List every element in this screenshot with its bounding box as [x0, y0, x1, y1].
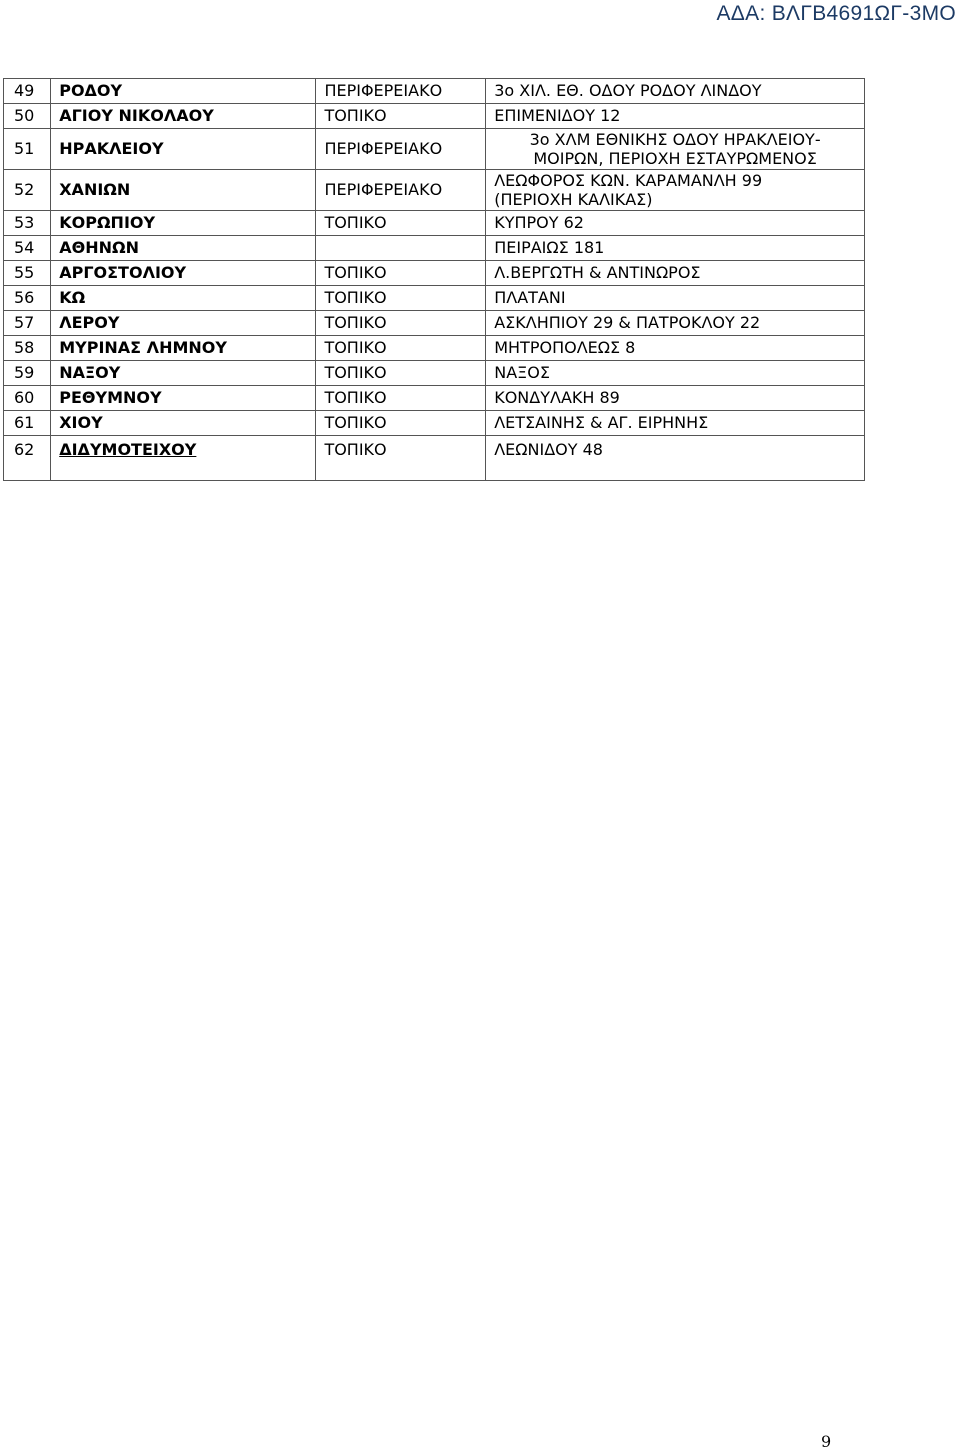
page-number: 9: [821, 1432, 832, 1451]
office-type: ΤΟΠΙΚΟ: [316, 411, 486, 436]
table-row: [4, 261, 865, 286]
office-address: ΝΑΞΟΣ: [486, 361, 865, 386]
table-row: [4, 170, 865, 211]
row-number: 62: [4, 436, 51, 481]
row-number: 59: [4, 361, 51, 386]
table-row: [4, 129, 865, 170]
office-name: ΧΙΟΥ: [51, 411, 316, 436]
office-address: ΚΟΝΔΥΛΑΚΗ 89: [486, 386, 865, 411]
offices-table: [3, 78, 865, 481]
office-address: ΠΛΑΤΑΝΙ: [486, 286, 865, 311]
table-row: [4, 411, 865, 436]
office-name: ΧΑΝΙΩΝ: [51, 170, 316, 211]
office-name: ΡΕΘΥΜΝΟΥ: [51, 386, 316, 411]
office-type: ΠΕΡΙΦΕΡΕΙΑΚΟ: [316, 170, 486, 211]
row-number: 52: [4, 170, 51, 211]
table-row: [4, 79, 865, 104]
address-line: ΛΕΩΦΟΡΟΣ ΚΩΝ. ΚΑΡΑΜΑΝΛΗ 99: [494, 171, 763, 190]
row-number: 60: [4, 386, 51, 411]
row-number: 58: [4, 336, 51, 361]
office-type: ΠΕΡΙΦΕΡΕΙΑΚΟ: [316, 79, 486, 104]
office-address: Λ.ΒΕΡΓΩΤΗ & ΑΝΤΙΝΩΡΟΣ: [486, 261, 865, 286]
office-address: ΕΠΙΜΕΝΙΔΟΥ 12: [486, 104, 865, 129]
office-address: ΚΥΠΡΟΥ 62: [486, 211, 865, 236]
row-number: 51: [4, 129, 51, 170]
row-number: 57: [4, 311, 51, 336]
table-row: [4, 361, 865, 386]
row-number: 53: [4, 211, 51, 236]
office-address: ΛΕΤΣΑΙΝΗΣ & ΑΓ. ΕΙΡΗΝΗΣ: [486, 411, 865, 436]
office-name: ΝΑΞΟΥ: [51, 361, 316, 386]
address-line: (ΠΕΡΙΟΧΗ ΚΑΛΙΚΑΣ): [494, 190, 653, 209]
row-number: 56: [4, 286, 51, 311]
office-type: ΠΕΡΙΦΕΡΕΙΑΚΟ: [316, 129, 486, 170]
table-row: [4, 286, 865, 311]
office-name: ΡΟΔΟΥ: [51, 79, 316, 104]
office-name: ΚΟΡΩΠΙΟΥ: [51, 211, 316, 236]
office-type: ΤΟΠΙΚΟ: [316, 104, 486, 129]
office-name: ΛΕΡΟΥ: [51, 311, 316, 336]
office-type: ΤΟΠΙΚΟ: [316, 386, 486, 411]
office-address: 3ο ΧΙΛ. ΕΘ. ΟΔΟΥ ΡΟΔΟΥ ΛΙΝΔΟΥ: [486, 79, 865, 104]
row-number: 61: [4, 411, 51, 436]
office-type: ΤΟΠΙΚΟ: [316, 211, 486, 236]
office-type: ΤΟΠΙΚΟ: [316, 336, 486, 361]
office-type: ΤΟΠΙΚΟ: [316, 361, 486, 386]
office-type: [316, 236, 486, 261]
office-address: ΛΕΩΝΙΔΟΥ 48: [486, 436, 865, 481]
row-number: 54: [4, 236, 51, 261]
table-row: [4, 336, 865, 361]
ada-code: ΑΔΑ: ΒΛΓΒ4691ΩΓ-3ΜΟ: [716, 2, 956, 25]
office-name: ΗΡΑΚΛΕΙΟΥ: [51, 129, 316, 170]
office-address: [486, 170, 865, 211]
office-address: ΠΕΙΡΑΙΩΣ 181: [486, 236, 865, 261]
office-name: ΔΙΔΥΜΟΤΕΙΧΟΥ: [51, 436, 316, 481]
table-row: [4, 386, 865, 411]
office-address: [486, 129, 865, 170]
office-type: ΤΟΠΙΚΟ: [316, 261, 486, 286]
office-name: ΑΓΙΟΥ ΝΙΚΟΛΑΟΥ: [51, 104, 316, 129]
office-name: ΜΥΡΙΝΑΣ ΛΗΜΝΟΥ: [51, 336, 316, 361]
address-line: 3ο ΧΛΜ ΕΘΝΙΚΗΣ ΟΔΟΥ ΗΡΑΚΛΕΙΟΥ-: [529, 130, 821, 149]
row-number: 49: [4, 79, 51, 104]
office-type: ΤΟΠΙΚΟ: [316, 436, 486, 481]
table-row: [4, 211, 865, 236]
table-row: [4, 104, 865, 129]
table-row: [4, 236, 865, 261]
office-address: ΜΗΤΡΟΠΟΛΕΩΣ 8: [486, 336, 865, 361]
office-name: ΑΡΓΟΣΤΟΛΙΟΥ: [51, 261, 316, 286]
office-type: ΤΟΠΙΚΟ: [316, 286, 486, 311]
row-number: 50: [4, 104, 51, 129]
table-row: [4, 311, 865, 336]
row-number: 55: [4, 261, 51, 286]
office-name: ΚΩ: [51, 286, 316, 311]
office-address: ΑΣΚΛΗΠΙΟΥ 29 & ΠΑΤΡΟΚΛΟΥ 22: [486, 311, 865, 336]
office-name: ΑΘΗΝΩΝ: [51, 236, 316, 261]
office-type: ΤΟΠΙΚΟ: [316, 311, 486, 336]
table-row: [4, 436, 865, 481]
address-line: ΜΟΙΡΩΝ, ΠΕΡΙΟΧΗ ΕΣΤΑΥΡΩΜΕΝΟΣ: [533, 149, 817, 168]
